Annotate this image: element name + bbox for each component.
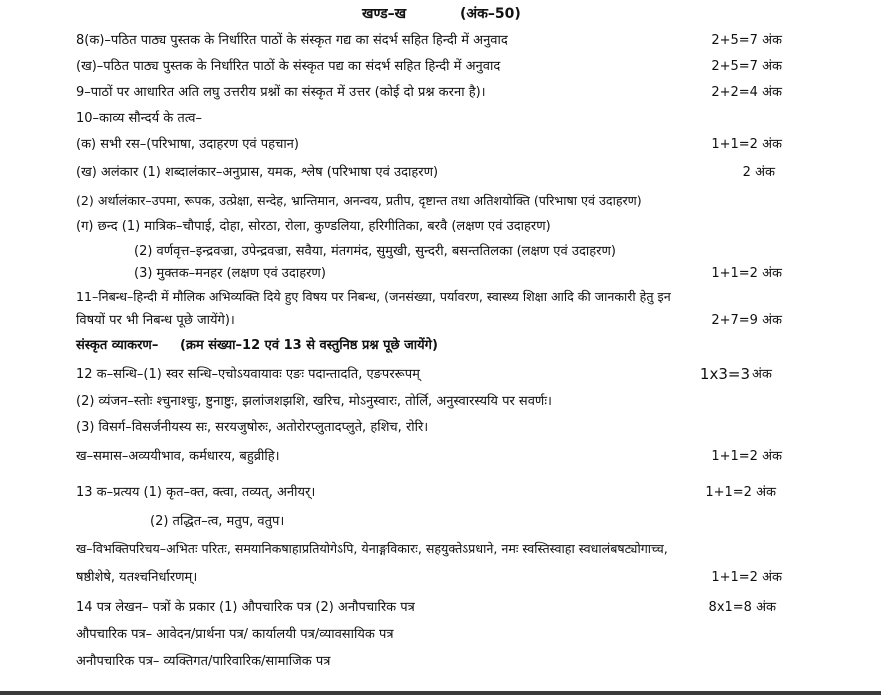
item-13a-marks: 1+1=2 अंक — [705, 485, 776, 500]
item-10b2: (2) अर्थालंकार–उपमा, रूपक, उत्प्रेक्षा, सन्देह, भ्रान्तिमान, अनन्वय, प्रतीप, दृष्टान्त तथा अतिशयोक्ति (परिभाषा एवं उदाहरण) — [76, 193, 642, 208]
item-11: 11–निबन्ध–हिन्दी में मौलिक अभिव्यक्ति दिये हुए विषय पर निबन्ध, (जनसंख्या, पर्यावरण, स्वास्थ्य शिक्षा आदि की जानकारी हेतु इन — [76, 289, 671, 304]
item-9: 9–पाठों पर आधारित अति लघु उत्तरीय प्रश्नों का संस्कृत में उत्तर (कोई दो प्रश्न करना है)। — [76, 85, 486, 100]
item-12a3: (3) विसर्ग–विसर्जनीयस्य सः, सरयजुषोरुः, अतोरोरप्लुतादप्लुते, हशिच, रोरि। — [76, 420, 429, 435]
item-13b: ख–विभक्तिपरिचय–अभितः परितः, समयानिकषाहाप्रतियोगेऽपि, येनाङ्गविकारः, सहयुक्तेऽप्रधाने, नमः स्वस्तिस्वाहा स्वधालंबषट्योगाच्च, — [76, 541, 668, 556]
grammar-heading: संस्कृत व्याकरण– — [76, 338, 159, 353]
item-12a-marks: 1x3=3 — [699, 365, 750, 383]
section-marks: (अंक–50) — [460, 6, 521, 22]
item-8b: (ख)–पठित पाठ्य पुस्तक के निर्धारित पाठों के संस्कृत पद्य का संदर्भ सहित हिन्दी में अनुवाद — [76, 59, 501, 74]
item-8a: 8(क)–पठित पाठ्य पुस्तक के निर्धारित पाठों के संस्कृत गद्य का संदर्भ सहित हिन्दी में अनुवाद — [76, 33, 508, 48]
item-10: 10–काव्य सौन्दर्य के तत्व– — [76, 111, 202, 126]
item-9-marks: 2+2=4 अंक — [711, 85, 782, 100]
item-13a2: (2) तद्धित–त्व, मतुप, वतुप। — [150, 514, 285, 529]
item-10c2: (2) वर्णवृत्त–इन्द्रवज्रा, उपेन्द्रवज्रा, सवैया, मंतगमंद, सुमुखी, सुन्दरी, बसन्ततिलका (लक्षण एवं उदाहरण) — [134, 244, 616, 259]
item-10a: (क) सभी रस–(परिभाषा, उदाहरण एवं पहचान) — [76, 137, 299, 152]
grammar-note: (क्रम संख्या–12 एवं 13 से वस्तुनिष्ठ प्रश्न पूछे जायेंगे) — [180, 338, 438, 353]
item-8a-marks: 2+5=7 अंक — [711, 33, 782, 48]
item-12a-marks-unit: अंक — [752, 367, 772, 382]
item-13b-marks: 1+1=2 अंक — [711, 570, 782, 585]
item-13a: 13 क–प्रत्यय (1) कृत–क्त, क्त्वा, तव्यत्, अनीयर्। — [76, 485, 316, 500]
item-12a: 12 क–सन्धि–(1) स्वर सन्धि–एचोऽयवायावः एङः पदान्तादति, एङपररूपम् — [76, 367, 420, 382]
item-14-marks: 8x1=8 अंक — [708, 600, 776, 615]
informal-letters: अनौपचारिक पत्र– व्यक्तिगत/पारिवारिक/सामाजिक पत्र — [76, 654, 331, 669]
item-12b-marks: 1+1=2 अंक — [711, 449, 782, 464]
item-12a2: (2) व्यंजन–स्तोः श्चुनाश्चुः, ष्टुनाष्टुः, झलांजशझशि, खरिच, मोऽनुस्वारः, तोर्लि, अनुस्वारस्ययि पर सवर्णः। — [76, 394, 552, 409]
item-12b: ख–समास–अव्ययीभाव, कर्मधारय, बहुव्रीहि। — [76, 449, 280, 464]
item-11-marks: 2+7=9 अंक — [711, 313, 782, 328]
item-10c3: (3) मुक्तक–मनहर (लक्षण एवं उदाहरण) — [134, 266, 326, 281]
item-11-cont: विषयों पर भी निबन्ध पूछे जायेंगे)। — [76, 313, 235, 328]
item-10b-marks: 2 अंक — [742, 165, 775, 180]
item-10c: (ग) छन्द (1) मात्रिक–चौपाई, दोहा, सोरठा, रोला, कुण्डलिया, हरिगीतिका, बरवै (लक्षण एवं उदाहरण) — [76, 219, 551, 234]
item-10a-marks: 1+1=2 अंक — [711, 137, 782, 152]
item-8b-marks: 2+5=7 अंक — [711, 59, 782, 74]
item-10b: (ख) अलंकार (1) शब्दालंकार–अनुप्रास, यमक, श्लेष (परिभाषा एवं उदाहरण) — [76, 165, 439, 180]
bottom-divider — [0, 691, 881, 695]
section-title: खण्ड–ख — [362, 6, 407, 22]
item-13b-cont: षष्ठीशेषे, यतश्चनिर्धारणम्। — [76, 570, 198, 585]
item-14: 14 पत्र लेखन– पत्रों के प्रकार (1) औपचारिक पत्र (2) अनौपचारिक पत्र — [76, 600, 415, 615]
item-10c3-marks: 1+1=2 अंक — [711, 266, 782, 281]
formal-letters: औपचारिक पत्र– आवेदन/प्रार्थना पत्र/ कार्यालयी पत्र/व्यावसायिक पत्र — [76, 627, 394, 642]
